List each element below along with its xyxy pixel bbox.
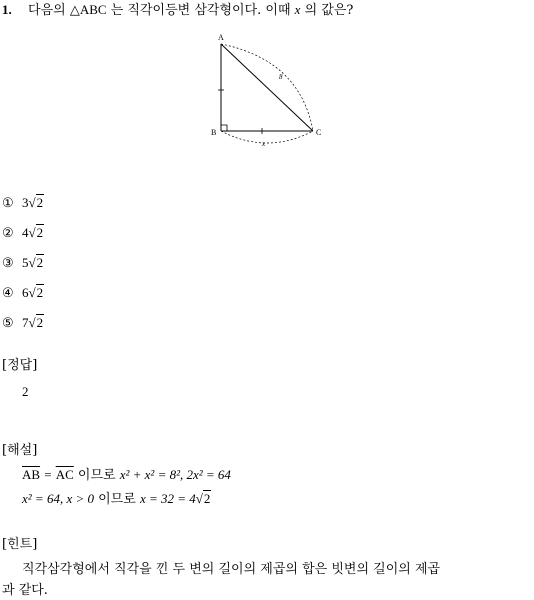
choice-rad: 2 xyxy=(36,225,44,240)
solution-expr-1: x² + x² = 8², 2x² = 64 xyxy=(119,467,231,482)
segment-AB: $\overline{AB}$ xyxy=(22,467,41,482)
choice-3[interactable] xyxy=(2,255,44,272)
solution-rad: 2 xyxy=(203,491,211,506)
segment-AC: $\overline{AC}$ xyxy=(55,467,74,482)
question-text-before: 다음의 xyxy=(28,3,66,18)
sqrt-symbol: √2 xyxy=(28,315,44,330)
choice-1[interactable] xyxy=(2,195,44,212)
hint-heading: [힌트] xyxy=(2,537,38,552)
choice-2[interactable] xyxy=(2,225,44,242)
question-variable: x xyxy=(294,2,301,17)
choice-5[interactable] xyxy=(2,315,44,332)
solution-line-2 xyxy=(22,491,211,508)
solution-text-1: 이므로 xyxy=(77,468,116,483)
triangle-symbol: △ABC xyxy=(69,2,107,17)
choice-mark: ③ xyxy=(2,256,14,271)
solution-expr-2-rhs: x = 32 = 4 xyxy=(139,491,196,506)
answer-value: 2 xyxy=(22,384,29,399)
solution-heading: [해설] xyxy=(2,443,38,458)
choice-coef: 4 xyxy=(22,225,29,240)
right-angle-mark xyxy=(221,125,227,131)
triangle-figure xyxy=(0,28,534,188)
sqrt-symbol: √2 xyxy=(195,491,211,506)
label-base: x xyxy=(262,140,266,148)
question-text xyxy=(2,2,353,19)
choice-coef: 7 xyxy=(22,315,29,330)
equals-sign: = xyxy=(44,467,52,482)
solution-expr-2-lhs: x² = 64, x > 0 xyxy=(22,491,94,506)
choice-rad: 2 xyxy=(36,195,44,210)
choice-rad: 2 xyxy=(36,285,44,300)
sqrt-symbol: √2 xyxy=(28,225,44,240)
answer-heading: [정답] xyxy=(2,358,38,373)
choice-4[interactable] xyxy=(2,285,44,302)
question-text-after: 의 값은? xyxy=(304,3,354,18)
hint-line-1: 직각삼각형에서 직각을 낀 두 변의 길이의 제곱의 합은 빗변의 길이의 제곱 xyxy=(22,562,441,577)
solution-text-2: 이므로 xyxy=(98,492,136,507)
choice-mark: ⑤ xyxy=(2,316,14,331)
sqrt-symbol: √2 xyxy=(28,255,44,270)
hint-line-2: 과 같다. xyxy=(2,583,48,598)
label-B: B xyxy=(211,128,217,137)
choice-coef: 3 xyxy=(22,195,29,210)
question-number: 1. xyxy=(2,2,12,17)
choice-mark: ① xyxy=(2,196,14,211)
choice-mark: ④ xyxy=(2,286,14,301)
label-C: C xyxy=(316,128,322,137)
choice-coef: 5 xyxy=(22,255,29,270)
choice-rad: 2 xyxy=(36,315,44,330)
sqrt-symbol: √2 xyxy=(28,195,44,210)
choice-coef: 6 xyxy=(22,285,29,300)
choice-rad: 2 xyxy=(36,255,44,270)
side-AC xyxy=(221,44,313,131)
arc-base xyxy=(221,131,313,143)
question-text-mid: 는 직각이등변 삼각형이다. 이때 xyxy=(110,3,291,18)
label-hyp: 8 xyxy=(279,73,283,81)
solution-line-1 xyxy=(22,467,231,484)
choice-mark: ② xyxy=(2,226,14,241)
sqrt-symbol: √2 xyxy=(28,285,44,300)
label-A: A xyxy=(218,33,224,42)
